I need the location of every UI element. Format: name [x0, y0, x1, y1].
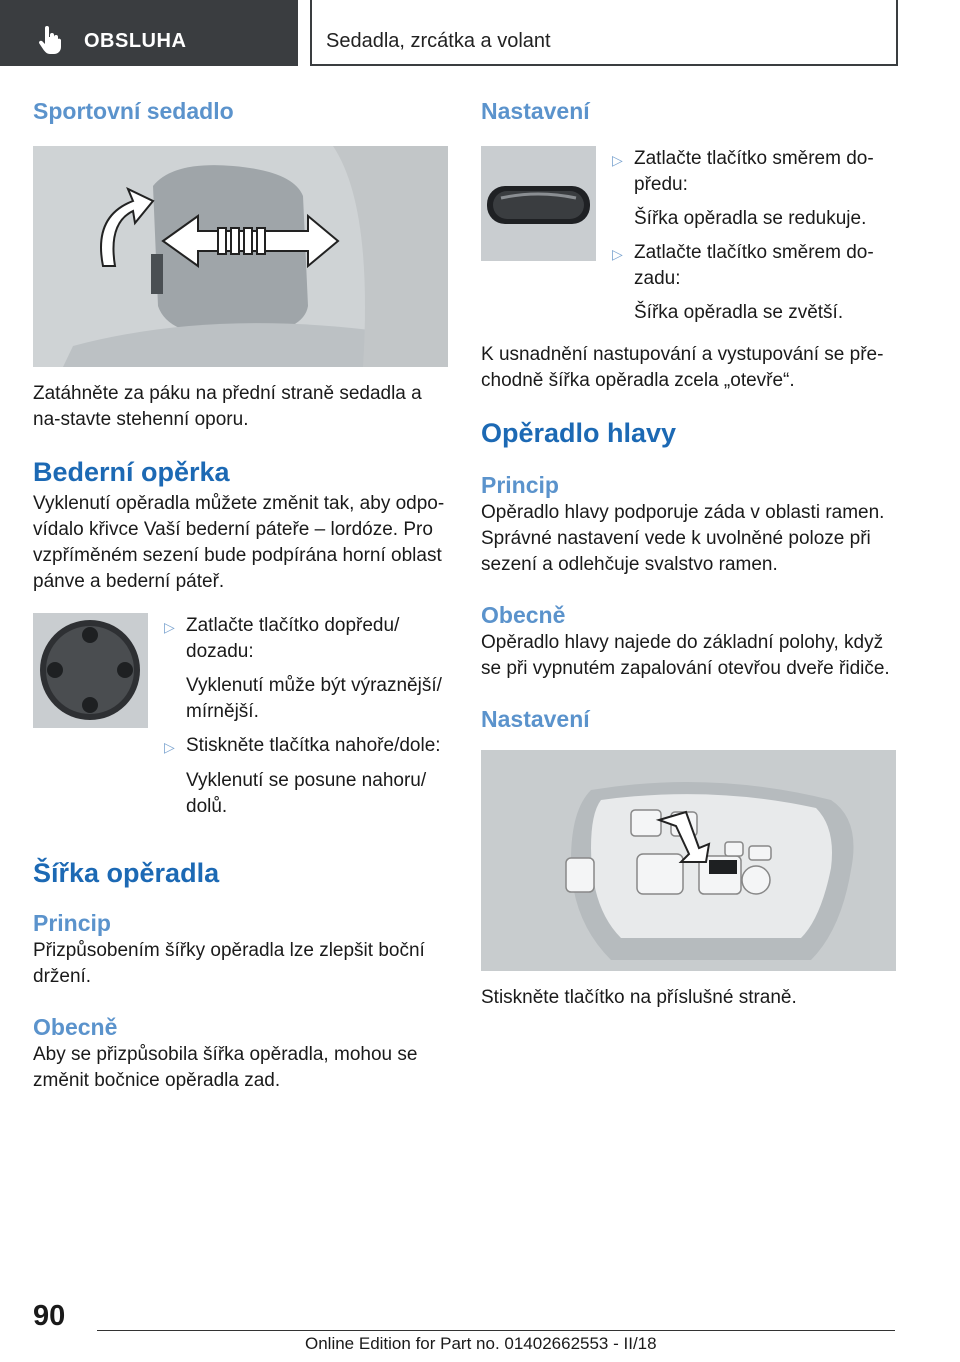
width-steps [612, 146, 896, 326]
subheading-princip: Princip [33, 910, 111, 936]
subheading-nastaveni: Nastavení [481, 706, 590, 732]
step-item: ▷ Zatlačte tlačítko dopředu/ dozadu: [164, 615, 400, 662]
nastaveni-text: K usnadnění nastupování a vystupování se pře‐chodně šířka opěradla zcela „otevře“. [481, 344, 884, 391]
subheading-obecne: Obecně [481, 602, 566, 628]
step-result: Šířka opěradla se zvětší. [634, 302, 844, 323]
chapter-title: Sedadla, zrcátka a volant [326, 30, 551, 52]
seat-control-panel-illustration [481, 750, 896, 971]
width-instructions [481, 146, 896, 326]
section-heading-headrest: Opěradlo hlavy [481, 418, 677, 448]
step-item: ▷ Zatlačte tlačítko směrem do‐ předu: [612, 148, 874, 195]
page-number: 90 [33, 1300, 66, 1332]
sport-seat-image [33, 146, 448, 367]
lumbar-control-image [33, 613, 148, 728]
lumbar-text: Vyklenutí opěradla můžete změnit tak, aby odpo‐vídalo křivce Vaší bederní páteře – lordóze. Pro vzpříměném sezení bude podpírána horní oblast pánve a bederní páteř. [33, 493, 445, 592]
obecne-text: Aby se přizpůsobila šířka opěradla, mohou se změnit bočnice opěradla zad. [33, 1044, 418, 1091]
width-switch-image [481, 146, 596, 261]
triangle-right-icon: ▷ [164, 739, 175, 755]
step-item: ▷ Zatlačte tlačítko směrem do‐ zadu: [612, 242, 874, 289]
chapter-title-box [310, 0, 898, 66]
page-header [0, 0, 960, 66]
section-heading-sport-seat: Sportovní sedadlo [33, 98, 234, 124]
headrest-obecne-text: Opěradlo hlavy najede do základní polohy, když se při vypnutém zapalování otevřou dveře řidiče. [481, 632, 890, 679]
section-heading-backrest-width: Šířka opěradla [33, 858, 220, 888]
section-tab [0, 0, 298, 66]
triangle-right-icon: ▷ [612, 246, 623, 262]
section-heading-lumbar: Bederní opěrka [33, 457, 230, 487]
subheading-obecne: Obecně [33, 1014, 118, 1040]
headrest-princip-text: Opěradlo hlavy podporuje záda v oblasti ramen. Správné nastavení vede k uvolněné poloze při sezení a odlehčuje svalstvo ramen. [481, 502, 885, 575]
edition-text: Online Edition for Part no. 01402662553 - II/18 [305, 1334, 657, 1353]
left-column [33, 96, 448, 1094]
tab-label: OBSLUHA [84, 30, 187, 52]
princip-text: Přizpůsobením šířky opěradla lze zlepšit boční držení. [33, 940, 425, 987]
step-result: Vyklenutí se posune nahoru/ dolů. [186, 770, 427, 817]
step-item: ▷ Stiskněte tlačítka nahoře/dole: [164, 733, 448, 760]
sport-seat-text: Zatáhněte za páku na přední straně sedadla a na‐stavte stehenní oporu. [33, 383, 422, 430]
step-result: Šířka opěradla se redukuje. [634, 208, 867, 229]
width-switch-illustration [481, 146, 596, 261]
pointing-hand-icon [38, 26, 62, 54]
subheading-princip: Princip [481, 472, 559, 498]
lumbar-knob-illustration [33, 613, 148, 728]
triangle-right-icon: ▷ [612, 152, 623, 168]
lumbar-steps [164, 613, 448, 820]
step-result: Vyklenutí může být výraznější/ mírnější. [186, 675, 442, 722]
seat-control-panel-image [481, 750, 896, 971]
triangle-right-icon: ▷ [164, 619, 175, 635]
right-column [481, 96, 896, 1011]
subheading-nastaveni: Nastavení [481, 98, 590, 124]
footer-rule [97, 1330, 895, 1331]
lumbar-instructions [33, 613, 448, 820]
thigh-support-illustration [33, 146, 448, 367]
nastaveni2-text: Stiskněte tlačítko na příslušné straně. [481, 987, 797, 1008]
